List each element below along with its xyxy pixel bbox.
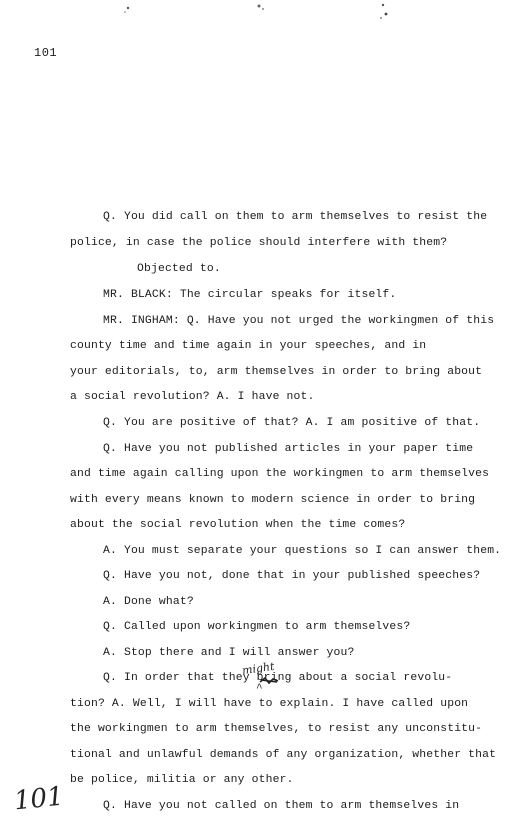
transcript-line: Q. Have you not, done that in your published speeches? bbox=[103, 570, 481, 582]
transcript-line: Q. You did call on them to arm themselves to resist the bbox=[103, 211, 488, 223]
transcript-line: tion? A. Well, I will have to explain. I have called upon bbox=[70, 698, 469, 710]
transcript-line: county time and time again in your speeches, and in bbox=[70, 340, 427, 352]
insertion-caret: ^ bbox=[256, 683, 263, 695]
transcript-line: a social revolution? A. I have not. bbox=[70, 391, 315, 403]
transcript-line: A. You must separate your questions so I can answer them. bbox=[103, 545, 502, 557]
transcript-line: MR. BLACK: The circular speaks for itself. bbox=[103, 289, 397, 301]
transcript-line: A. Done what? bbox=[103, 596, 194, 608]
transcript-line: the workingmen to arm themselves, to resist any unconstitu- bbox=[70, 723, 483, 735]
transcript-line: MR. INGHAM: Q. Have you not urged the workingmen of this bbox=[103, 315, 495, 327]
transcript-line: be police, militia or any other. bbox=[70, 774, 294, 786]
transcript-line: police, in case the police should interfere with them? bbox=[70, 237, 448, 249]
handwritten-insertion: might bbox=[241, 659, 276, 678]
transcript-line: with every means known to modern science in order to bring bbox=[70, 494, 476, 506]
transcript-line: A. Stop there and I will answer you? bbox=[103, 647, 355, 659]
transcript-line: Objected to. bbox=[137, 263, 221, 275]
transcript-line: Q. Called upon workingmen to arm themselves? bbox=[103, 621, 411, 633]
transcript-line: Q. Have you not published articles in your paper time bbox=[103, 443, 474, 455]
scan-specks bbox=[0, 0, 515, 30]
transcript-line: and time again calling upon the workingmen to arm themselves bbox=[70, 468, 490, 480]
page-number: 101 bbox=[34, 46, 58, 60]
transcript-line: Q. Have you not called on them to arm themselves in bbox=[103, 800, 460, 812]
transcript-line: your editorials, to, arm themselves in order to bring about bbox=[70, 366, 483, 378]
handwritten-page-number: 101 bbox=[12, 781, 66, 817]
transcript-line: Q. You are positive of that? A. I am positive of that. bbox=[103, 417, 481, 429]
transcript-line: about the social revolution when the time comes? bbox=[70, 519, 406, 531]
transcript-line: Q. In order that they bring about a social revolu- bbox=[103, 672, 453, 684]
transcript-line: tional and unlawful demands of any organization, whether that bbox=[70, 749, 497, 761]
